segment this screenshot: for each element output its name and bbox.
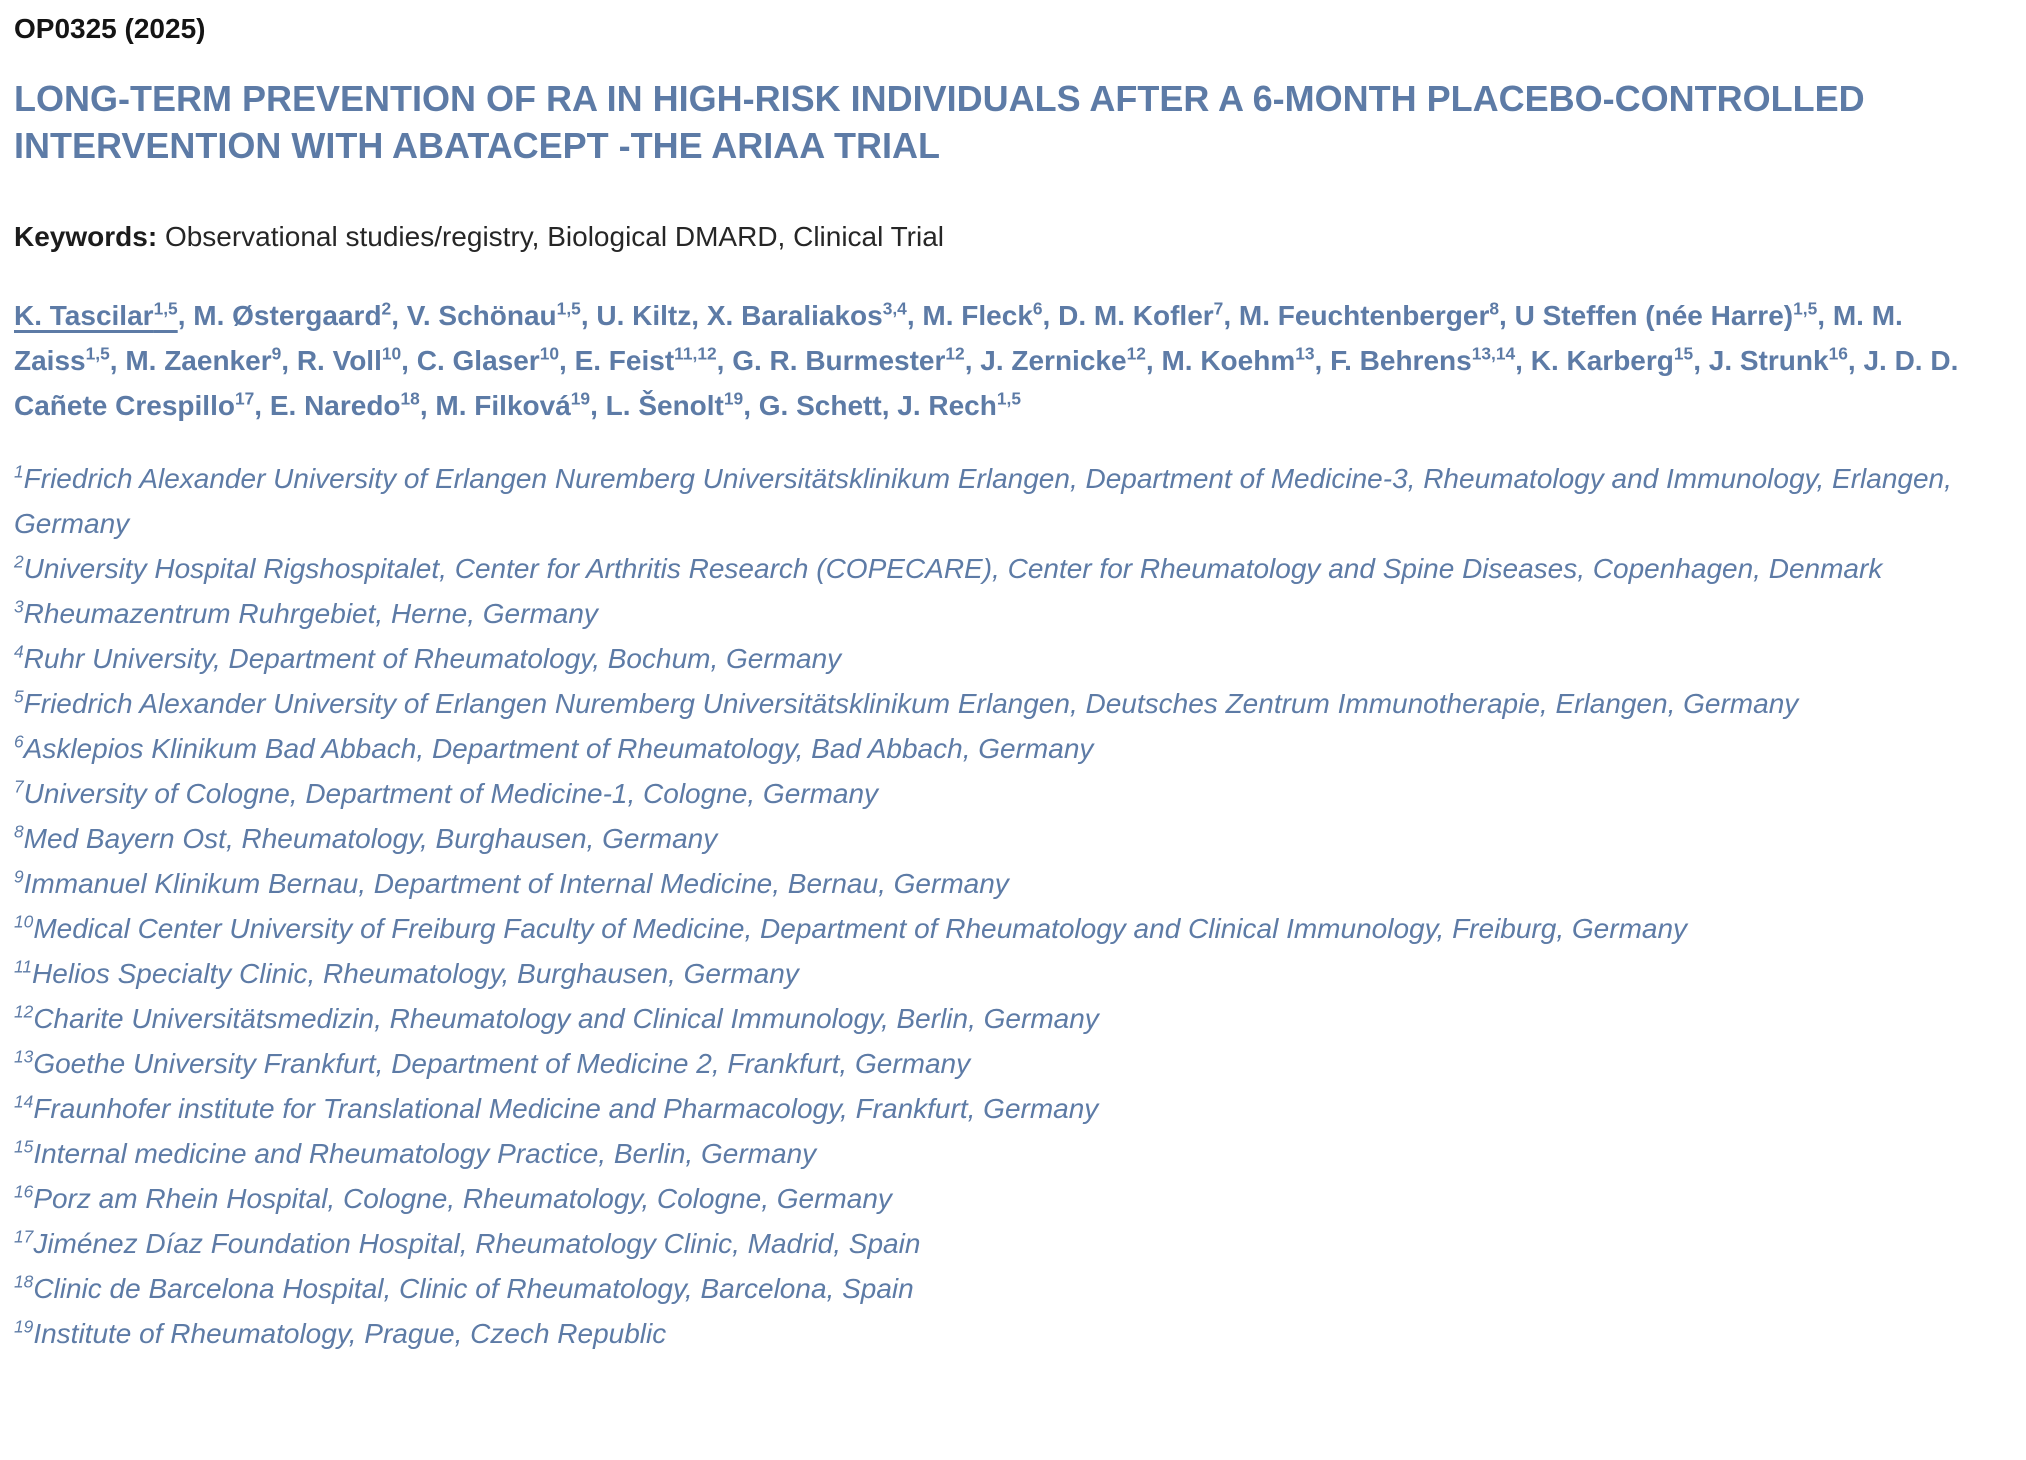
author: [707, 300, 907, 331]
author-name: E. Feist: [574, 345, 675, 376]
author-name: X. Baraliakos: [706, 300, 883, 331]
author-name: K. Tascilar: [14, 300, 154, 331]
affiliation-number: 8: [14, 821, 24, 842]
affiliation-item: $^{17}$Jiménez Díaz Foundation Hospital, Rheumatology Clinic, Madrid, Spain: [14, 1226, 921, 1259]
affiliation-item: $^{14}$Fraunhofer institute for Translational Medicine and Pharmacology, Frankfurt, Germany: [14, 1091, 1099, 1124]
affiliation-item: $^{15}$Internal medicine and Rheumatology Practice, Berlin, Germany: [14, 1136, 817, 1169]
affiliation-item: $^{16}$Porz am Rhein Hospital, Cologne, Rheumatology, Cologne, Germany: [14, 1181, 892, 1214]
affiliation-number: 6: [14, 731, 24, 752]
author-name: M. Zaenker: [125, 345, 272, 376]
author-name: M. Fleck: [922, 300, 1033, 331]
affiliation-number: 18: [14, 1271, 34, 1292]
author-name: V. Schönau: [406, 300, 557, 331]
author-name: J. Rech: [897, 390, 997, 421]
author-affiliation-ref: 19: [723, 388, 744, 409]
author-list: K. Tascilar$^{1,5}$, M. Østergaard$^2$, V. Schönau$^{1,5}$, U. Kiltz, X. Baraliakos$^{3,4}$, M. Fleck$^6$, D. M. Kofler$^7$, M. Feuchtenberger$^8$, U Steffen (née Harre)$^{1,5}$, M. M. Zaiss$^{1,5}$, M. Zaenker$^9$, R. Voll$^{10}$, C. Glaser$^{10}$, E. Feist$^{11,12}$, G. R. Burmester$^{12}$, J. Zernicke$^{12}$, M. Koehm$^{13}$, F. Behrens$^{13,14}$, K. Karberg$^{15}$, J. Strunk$^{16}$, J. D. D. Cañete Crespillo$^{17}$, E. Naredo$^{18}$, M. Filková$^{19}$, L. Šenolt$^{19}$, G. Schett, J. Rech$^{1,5}$: [14, 298, 1959, 421]
affiliation-number: 16: [14, 1181, 34, 1202]
affiliation-item: $^{12}$Charite Universitätsmedizin, Rheumatology and Clinical Immunology, Berlin, Germany: [14, 1001, 1099, 1034]
keywords-line: [14, 219, 2006, 255]
author-name: J. Zernicke: [980, 345, 1127, 376]
affiliation-number: 2: [14, 551, 24, 572]
author-affiliation-ref: 16: [1828, 343, 1848, 364]
affiliation-item: $^{10}$Medical Center University of Freiburg Faculty of Medicine, Department of Rheumatology and Clinical Immunology, Freiburg, Germany: [14, 911, 1688, 944]
author-name: U. Kiltz: [596, 300, 692, 331]
author-affiliation-ref: 6: [1032, 298, 1043, 319]
author-name: F. Behrens: [1330, 345, 1472, 376]
author: [435, 390, 590, 421]
author-affiliation-ref: 7: [1213, 298, 1224, 319]
author: [1161, 345, 1314, 376]
author-name: L. Šenolt: [605, 390, 724, 421]
author-name: M. Feuchtenberger: [1238, 300, 1490, 331]
author-affiliation-ref: 19: [570, 388, 591, 409]
author-name: K. Karberg: [1530, 345, 1674, 376]
author: [732, 345, 964, 376]
affiliation-number: 9: [14, 866, 24, 887]
affiliation-item: $^8$Med Bayern Ost, Rheumatology, Burghausen, Germany: [14, 821, 718, 854]
author: [1709, 345, 1848, 376]
author-name: M. Filková: [435, 390, 571, 421]
affiliation-item: $^{19}$Institute of Rheumatology, Prague, Czech Republic: [14, 1316, 667, 1349]
author-name: U Steffen (née Harre): [1514, 300, 1794, 331]
affiliation-number: 17: [14, 1226, 34, 1247]
author-name: C. Glaser: [416, 345, 540, 376]
author: [922, 300, 1042, 331]
author: [606, 390, 744, 421]
affiliation-number: 3: [14, 596, 24, 617]
affiliation-number: 11: [14, 956, 33, 977]
affiliation-item: $^3$Rheumazentrum Ruhrgebiet, Herne, Germany: [14, 596, 598, 629]
author: [897, 390, 1021, 421]
author-name: G. R. Burmester: [732, 345, 946, 376]
author: [193, 300, 391, 331]
abstract-id: OP0325 (2025): [14, 13, 206, 44]
author-name: M. M. Zaiss: [14, 300, 1903, 376]
author: [407, 300, 581, 331]
author-name: G. Schett: [758, 390, 882, 421]
affiliation-number: 19: [14, 1316, 34, 1337]
affiliation-item: $^{11}$Helios Specialty Clinic, Rheumatology, Burghausen, Germany: [14, 956, 799, 989]
affiliation-item: $^9$Immanuel Klinikum Bernau, Department of Internal Medicine, Bernau, Germany: [14, 866, 1009, 899]
author-affiliation-ref: 8: [1489, 298, 1500, 319]
author: [297, 345, 401, 376]
affiliation-list: [14, 456, 2006, 1356]
author-affiliation-ref: 1,5: [1793, 298, 1818, 319]
affiliation-item: $^7$University of Cologne, Department of Medicine-1, Cologne, Germany: [14, 776, 879, 809]
affiliation-item: $^{18}$Clinic de Barcelona Hospital, Clinic of Rheumatology, Barcelona, Spain: [14, 1271, 914, 1304]
author-affiliation-ref: 10: [539, 343, 559, 364]
author: [575, 345, 717, 376]
author-name: J. D. D. Cañete Crespillo: [14, 345, 1959, 421]
author-affiliation-ref: 15: [1673, 343, 1694, 364]
author-affiliation-ref: 13,14: [1471, 343, 1516, 364]
affiliation-number: 4: [14, 641, 24, 662]
author: [1330, 345, 1515, 376]
affiliation-item: $^6$Asklepios Klinikum Bad Abbach, Department of Rheumatology, Bad Abbach, Germany: [14, 731, 1094, 764]
author-name: R. Voll: [296, 345, 382, 376]
author-name: M. Østergaard: [193, 300, 382, 331]
affiliation-item: $^4$Ruhr University, Department of Rheumatology, Bochum, Germany: [14, 641, 842, 674]
author-affiliation-ref: 9: [271, 343, 282, 364]
author-affiliation-ref: 1,5: [996, 388, 1021, 409]
author: [759, 390, 882, 421]
author-affiliation-ref: 3,4: [882, 298, 907, 319]
author: [417, 345, 559, 376]
affiliation-item: $^2$University Hospital Rigshospitalet, Center for Arthritis Research (COPECARE), Center for Rheumatology and Spine Diseases, Copenhagen, Denmark: [14, 551, 1883, 584]
author: [1058, 300, 1223, 331]
affiliation-number: 7: [14, 776, 24, 797]
author-affiliation-ref: 13: [1295, 343, 1315, 364]
affiliation-item: $^{13}$Goethe University Frankfurt, Department of Medicine 2, Frankfurt, Germany: [14, 1046, 971, 1079]
author-name: D. M. Kofler: [1058, 300, 1214, 331]
author: [596, 300, 691, 331]
affiliation-item: $^1$Friedrich Alexander University of Erlangen Nuremberg Universitätsklinikum Erlangen, Department of Medicine-3, Rheumatology and Immunology, Erlangen, Germany: [14, 461, 1952, 539]
affiliation-number: 5: [14, 686, 24, 707]
keywords-value: Observational studies/registry, Biological DMARD, Clinical Trial: [164, 221, 945, 252]
author: [125, 345, 281, 376]
author-affiliation-ref: 18: [400, 388, 420, 409]
author: [1515, 300, 1818, 331]
author: [980, 345, 1146, 376]
author-affiliation-ref: 1,5: [556, 298, 581, 319]
author-name: J. Strunk: [1708, 345, 1829, 376]
author: [1239, 300, 1499, 331]
author: [1531, 345, 1693, 376]
keywords-label: Keywords:: [14, 221, 158, 252]
author: [270, 390, 420, 421]
author-affiliation-ref: 12: [945, 343, 965, 364]
author-affiliation-ref: 1,5: [85, 343, 110, 364]
affiliation-number: 14: [14, 1091, 34, 1112]
author-affiliation-ref: 1,5: [153, 298, 178, 319]
affiliation-number: 12: [14, 1001, 34, 1022]
author-name: M. Koehm: [1161, 345, 1296, 376]
author-affiliation-ref: 12: [1126, 343, 1146, 364]
affiliation-number: 1: [14, 461, 24, 482]
author-affiliation-ref: 10: [381, 343, 402, 364]
author-affiliation-ref: 11,12: [674, 343, 717, 364]
author-affiliation-ref: 17: [234, 388, 255, 409]
paper-title: LONG-TERM PREVENTION OF RA IN HIGH-RISK INDIVIDUALS AFTER A 6-MONTH PLACEBO-CONTROLLED INTERVENTION WITH ABATACEPT -THE ARIAA TRIAL: [14, 78, 1865, 166]
author-presenting[interactable]: [14, 300, 178, 331]
abstract-header: [14, 12, 2006, 1356]
affiliation-number: 10: [14, 911, 34, 932]
author-name: E. Naredo: [269, 390, 401, 421]
affiliation-item: $^5$Friedrich Alexander University of Erlangen Nuremberg Universitätsklinikum Erlangen, Deutsches Zentrum Immunotherapie, Erlangen, Germany: [14, 686, 1799, 719]
affiliation-number: 15: [14, 1136, 34, 1157]
author-affiliation-ref: 2: [381, 298, 392, 319]
affiliation-number: 13: [14, 1046, 34, 1067]
